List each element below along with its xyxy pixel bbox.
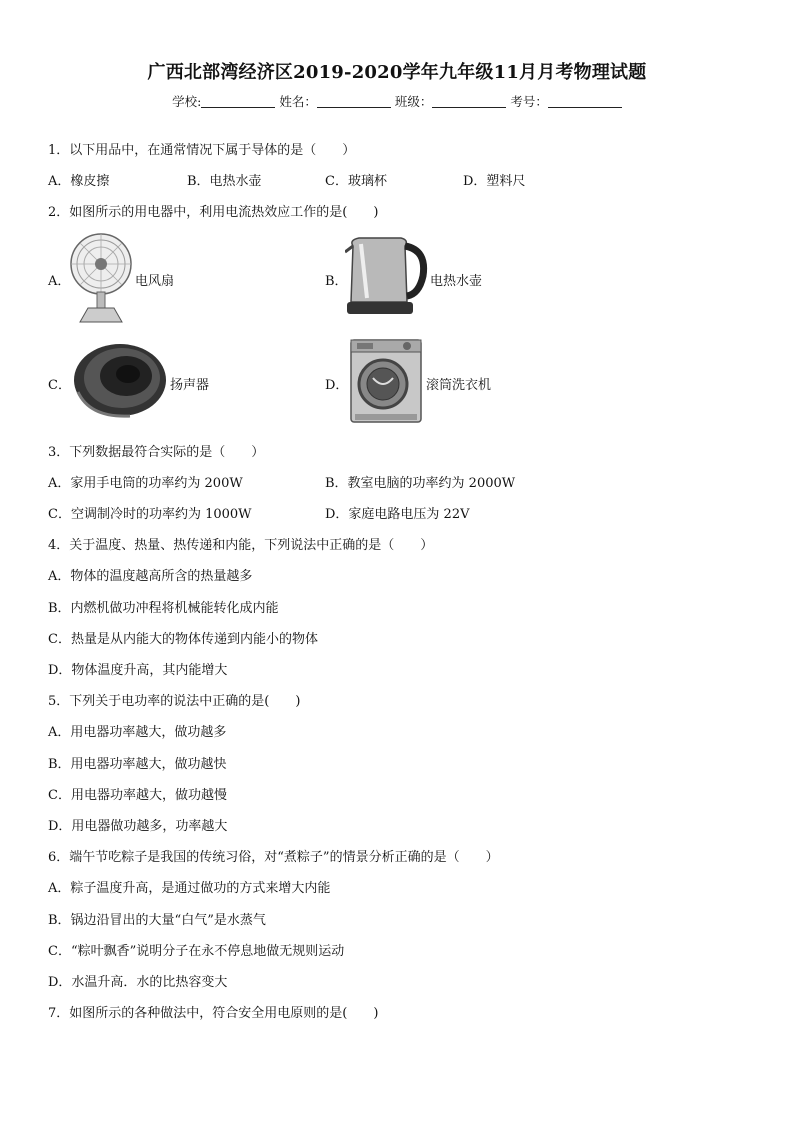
q2-option-b-letter[interactable]: B． <box>325 274 348 289</box>
school-blank[interactable] <box>201 95 275 108</box>
electric-kettle-icon <box>345 232 429 320</box>
q2-option-c-text[interactable]: 扬声器 <box>170 378 210 393</box>
q5-option-d[interactable]: D．用电器做功越多，功率越大 <box>48 819 228 834</box>
student-info-line <box>0 92 794 110</box>
electric-fan-icon <box>68 230 134 326</box>
q6-option-b[interactable]: B．锅边沿冒出的大量“白气”是水蒸气 <box>48 913 266 928</box>
q4-option-d[interactable]: D．物体温度升高，其内能增大 <box>48 663 228 678</box>
exam-number-blank[interactable] <box>548 95 622 108</box>
school-label: 学校: <box>172 94 202 109</box>
q2-option-d-letter[interactable]: D． <box>325 378 349 393</box>
q2-option-a-letter[interactable]: A． <box>48 274 71 289</box>
q4-option-b[interactable]: B．内燃机做功冲程将机械能转化成内能 <box>48 601 279 616</box>
washing-machine-icon <box>349 338 423 424</box>
question-4-stem: 4．关于温度、热量、热传递和内能，下列说法中正确的是（ ） <box>48 538 434 553</box>
q1-option-d[interactable]: D．塑料尺 <box>463 174 526 189</box>
q5-option-c[interactable]: C．用电器功率越大，做功越慢 <box>48 788 227 803</box>
name-label: 姓名： <box>279 94 317 109</box>
exam-number-label: 考号： <box>510 94 548 109</box>
question-1-stem: 1．以下用品中，在通常情况下属于导体的是（ ） <box>48 143 356 158</box>
question-3-stem: 3．下列数据最符合实际的是（ ） <box>48 445 265 460</box>
q4-option-a[interactable]: A．物体的温度越高所含的热量越多 <box>48 569 253 584</box>
q2-option-d-text[interactable]: 滚筒洗衣机 <box>426 378 492 393</box>
question-2-stem: 2．如图所示的用电器中，利用电流热效应工作的是( ) <box>48 205 379 220</box>
q3-option-c[interactable]: C．空调制冷时的功率约为 1000W <box>48 507 252 522</box>
q3-option-a[interactable]: A．家用手电筒的功率约为 200W <box>48 476 243 491</box>
q6-option-a[interactable]: A．粽子温度升高，是通过做功的方式来增大内能 <box>48 881 331 896</box>
q6-option-d[interactable]: D．水温升高．水的比热容变大 <box>48 975 228 990</box>
q2-option-c-letter[interactable]: C． <box>48 378 71 393</box>
class-blank[interactable] <box>432 95 506 108</box>
q1-option-a[interactable]: A．橡皮擦 <box>48 174 110 189</box>
question-6-stem: 6．端午节吃粽子是我国的传统习俗，对“煮粽子”的情景分析正确的是（ ） <box>48 850 499 865</box>
q4-option-c[interactable]: C．热量是从内能大的物体传递到内能小的物体 <box>48 632 318 647</box>
q1-option-c[interactable]: C．玻璃杯 <box>325 174 387 189</box>
q3-option-b[interactable]: B．教室电脑的功率约为 2000W <box>325 476 516 491</box>
page-title: 广西北部湾经济区2019-2020学年九年级11月月考物理试题 <box>147 62 647 83</box>
q5-option-a[interactable]: A．用电器功率越大，做功越多 <box>48 725 227 740</box>
question-7-stem: 7．如图所示的各种做法中，符合安全用电原则的是( ) <box>48 1006 379 1021</box>
q2-option-b-text[interactable]: 电热水壶 <box>430 274 483 289</box>
q6-option-c[interactable]: C．“粽叶飘香”说明分子在永不停息地做无规则运动 <box>48 944 345 959</box>
name-blank[interactable] <box>317 95 391 108</box>
q1-option-b[interactable]: B．电热水壶 <box>187 174 262 189</box>
loudspeaker-icon <box>70 340 168 420</box>
q5-option-b[interactable]: B．用电器功率越大，做功越快 <box>48 757 227 772</box>
class-label: 班级： <box>394 94 433 109</box>
q3-option-d[interactable]: D．家庭电路电压为 22V <box>325 507 470 522</box>
q2-option-a-text[interactable]: 电风扇 <box>135 274 175 289</box>
question-5-stem: 5．下列关于电功率的说法中正确的是( ) <box>48 694 301 709</box>
